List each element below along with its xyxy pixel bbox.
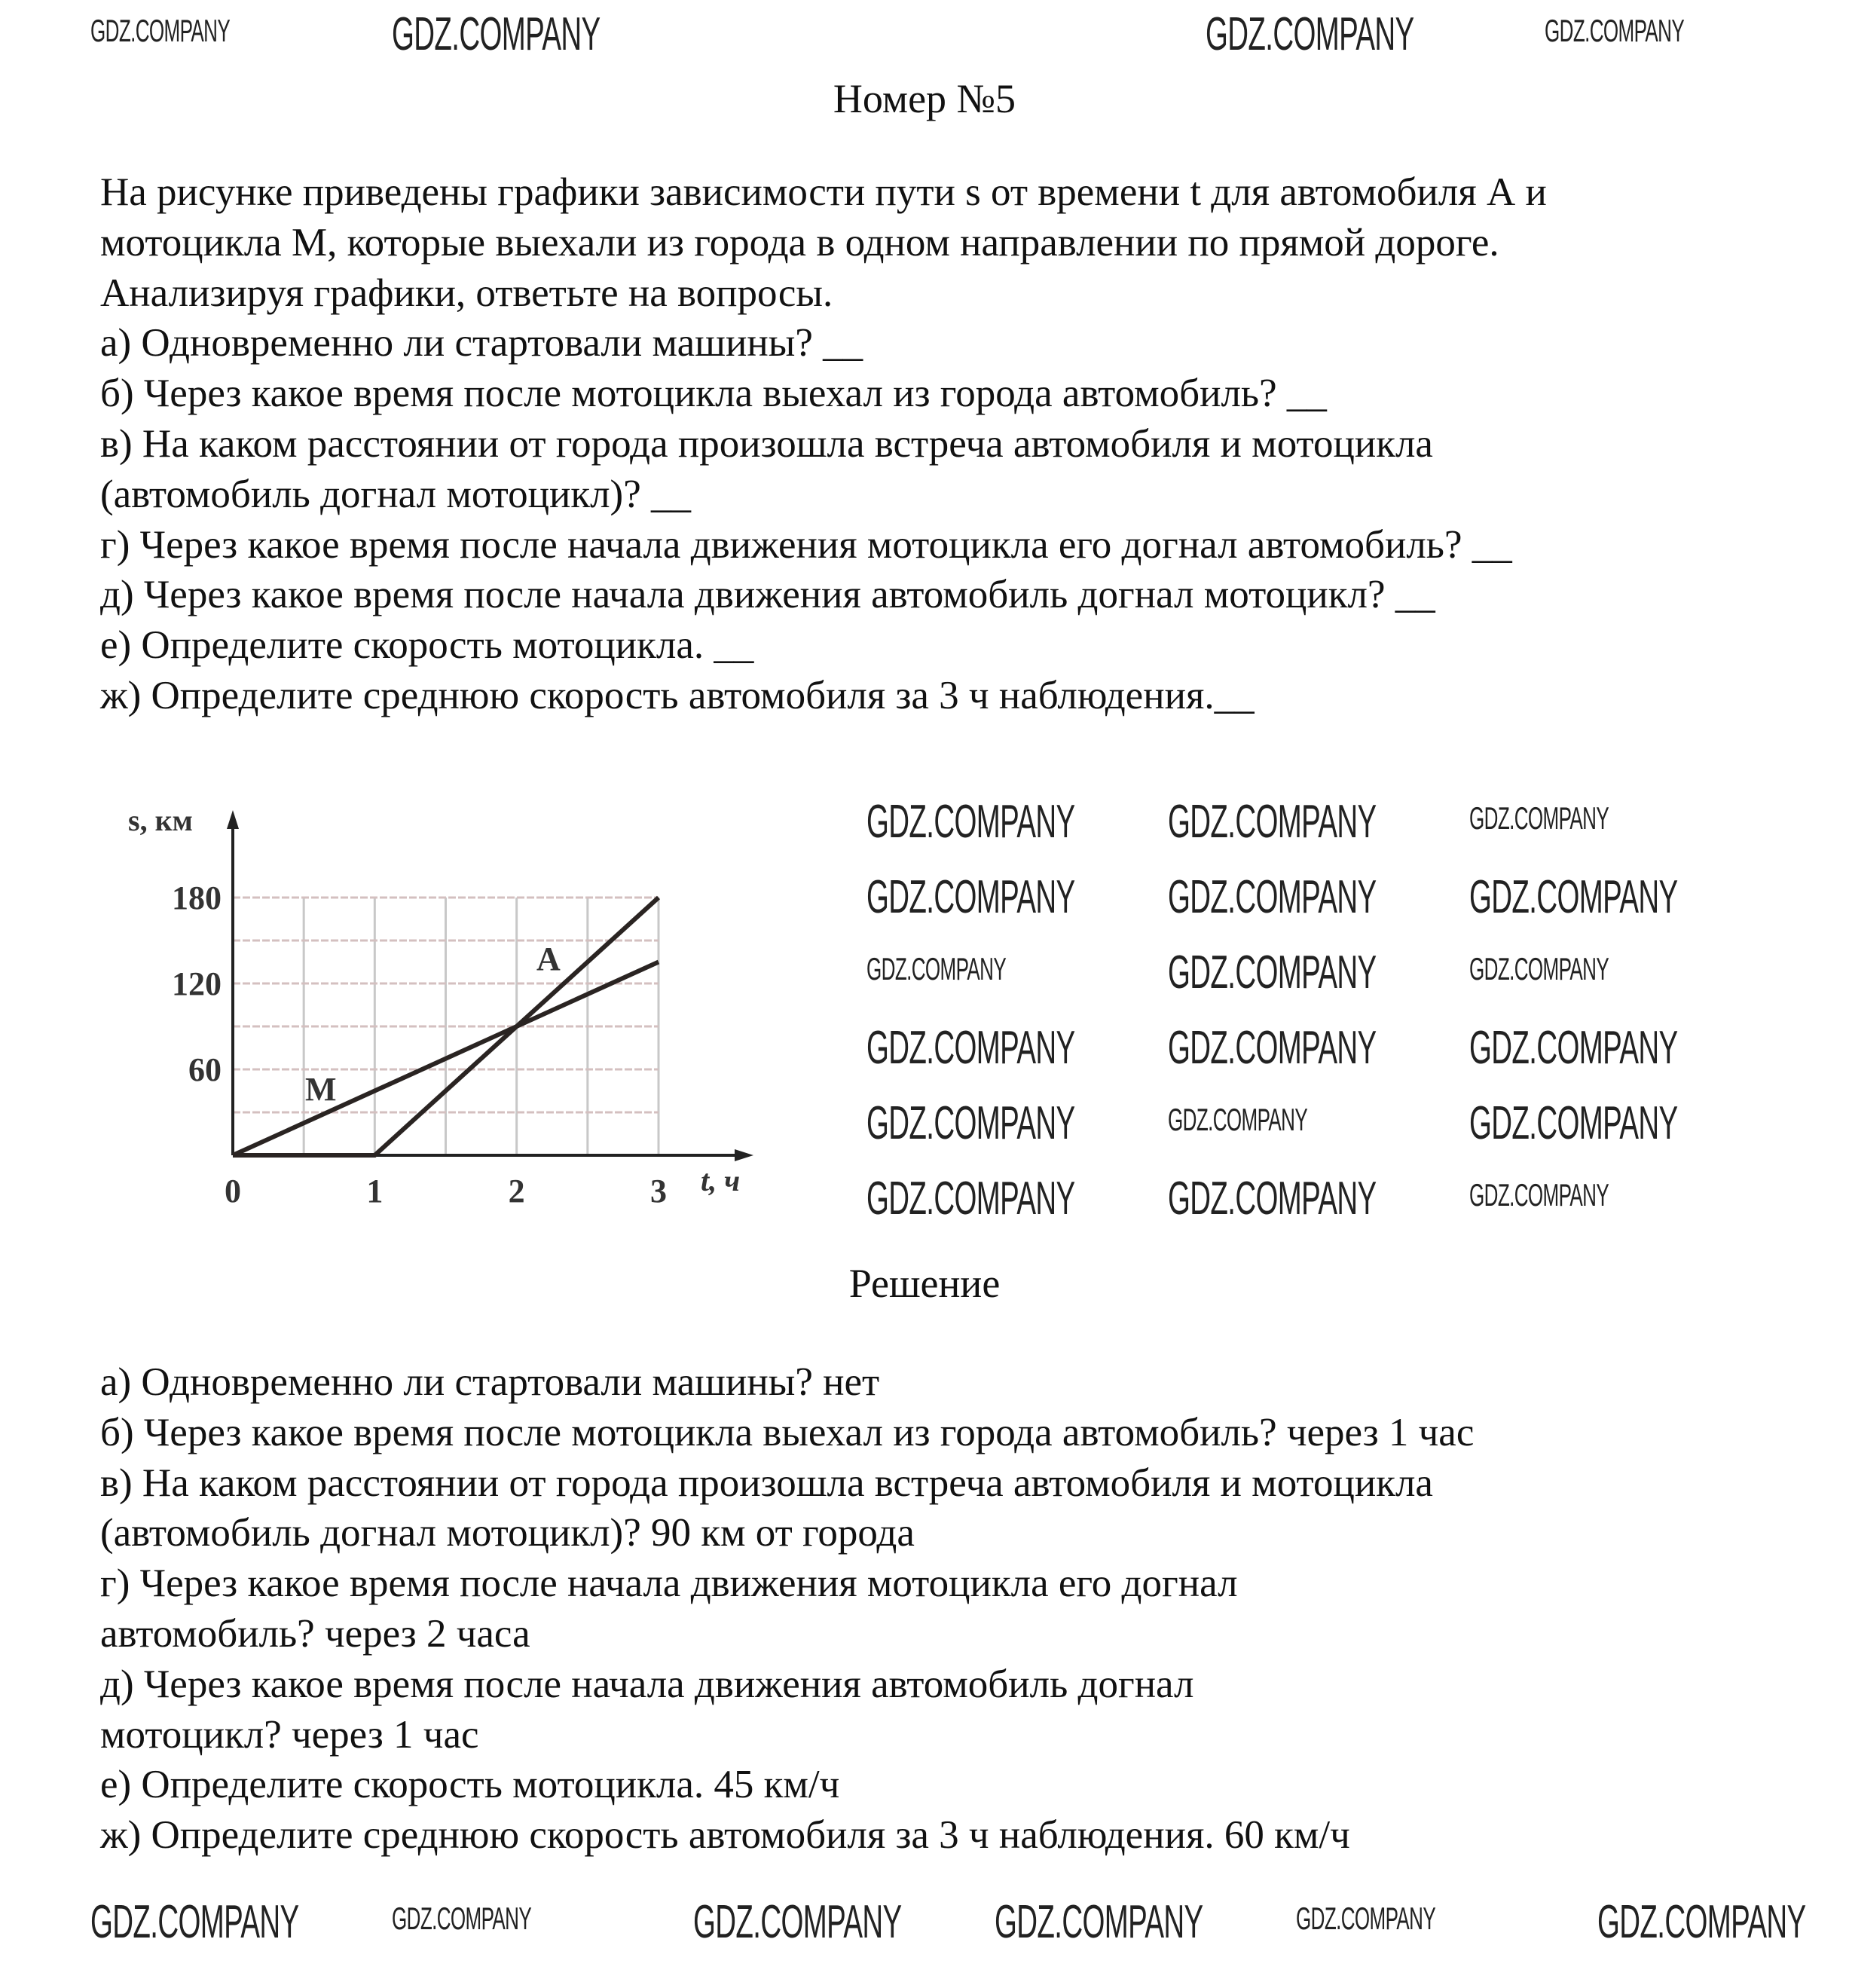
watermark: GDZ.COMPANY <box>1545 13 1685 48</box>
watermark: GDZ.COMPANY <box>1296 1901 1436 1936</box>
intro-line: На рисунке приведены графики зависимости пути s от времени t для автомобиля А и <box>100 170 1547 214</box>
intro-line: Анализируя графики, ответьте на вопросы. <box>100 271 833 315</box>
watermark: GDZ.COMPANY <box>1469 871 1678 923</box>
answer-line: (автомобиль догнал мотоцикл)? 90 км от города <box>100 1511 915 1555</box>
series-label-m: М <box>305 1071 337 1108</box>
solution-text <box>100 1357 1773 1861</box>
series-label-a: А <box>536 940 561 977</box>
watermark: GDZ.COMPANY <box>392 1901 532 1936</box>
answer-line: а) Одновременно ли стартовали машины? нет <box>100 1360 880 1404</box>
question-v: в) На каком расстоянии от города произошла встреча автомобиля и мотоцикла <box>100 421 1433 466</box>
watermark: GDZ.COMPANY <box>1168 796 1377 848</box>
watermark: GDZ.COMPANY <box>1469 1022 1678 1074</box>
watermark: GDZ.COMPANY <box>1469 1177 1609 1213</box>
watermark: GDZ.COMPANY <box>1168 947 1377 999</box>
watermark: GDZ.COMPANY <box>1206 8 1414 60</box>
answer-line: д) Через какое время после начала движения автомобиль догнал <box>100 1662 1194 1706</box>
answer-line: б) Через какое время после мотоцикла выехал из города автомобиль? через 1 час <box>100 1410 1475 1454</box>
answer-line: автомобиль? через 2 часа <box>100 1611 530 1656</box>
x-tick-label: 1 <box>366 1173 384 1210</box>
watermark: GDZ.COMPANY <box>1168 1173 1377 1225</box>
distance-time-chart <box>0 784 829 1236</box>
watermark: GDZ.COMPANY <box>693 1896 902 1948</box>
watermark: GDZ.COMPANY <box>1469 1097 1678 1149</box>
intro-line: мотоцикла М, которые выехали из города в одном направлении по прямой дороге. <box>100 220 1499 265</box>
answer-line: г) Через какое время после начала движения мотоцикла его догнал <box>100 1561 1238 1606</box>
y-tick-label: 60 <box>188 1051 222 1088</box>
question-g: г) Через какое время после начала движения мотоцикла его догнал автомобиль? __ <box>100 522 1512 567</box>
watermark: GDZ.COMPANY <box>866 951 1007 986</box>
x-tick-label: 3 <box>650 1173 667 1210</box>
watermark: GDZ.COMPANY <box>1597 1896 1806 1948</box>
watermark: GDZ.COMPANY <box>995 1896 1203 1948</box>
chart-ticks <box>172 879 667 1210</box>
y-axis-label: s, км <box>128 803 193 837</box>
answer-line: в) На каком расстоянии от города произошла встреча автомобиля и мотоцикла <box>100 1460 1433 1505</box>
y-tick-label: 180 <box>172 879 222 916</box>
answer-line: ж) Определите среднюю скорость автомобиля за 3 ч наблюдения. 60 км/ч <box>100 1813 1350 1858</box>
watermark: GDZ.COMPANY <box>866 871 1075 923</box>
question-a: а) Одновременно ли стартовали машины? __ <box>100 321 863 365</box>
problem-text <box>100 167 1773 721</box>
watermark: GDZ.COMPANY <box>866 1097 1075 1149</box>
watermark: GDZ.COMPANY <box>1168 871 1377 923</box>
watermark: GDZ.COMPANY <box>90 13 231 48</box>
solution-heading: Решение <box>848 1261 1001 1306</box>
watermark: GDZ.COMPANY <box>866 1173 1075 1225</box>
x-axis-arrow <box>735 1149 753 1161</box>
watermark: GDZ.COMPANY <box>866 1022 1075 1074</box>
watermark: GDZ.COMPANY <box>1168 1102 1308 1137</box>
watermark: GDZ.COMPANY <box>392 8 601 60</box>
watermark: GDZ.COMPANY <box>1168 1022 1377 1074</box>
chart-grid <box>233 898 659 1155</box>
answer-line: е) Определите скорость мотоцикла. 45 км/ч <box>100 1763 840 1807</box>
watermark: GDZ.COMPANY <box>1469 800 1609 836</box>
question-v-cont: (автомобиль догнал мотоцикл)? __ <box>100 472 691 516</box>
y-tick-label: 120 <box>172 965 222 1002</box>
question-d: д) Через какое время после начала движения автомобиль догнал мотоцикл? __ <box>100 573 1435 617</box>
answer-line: мотоцикл? через 1 час <box>100 1712 479 1757</box>
question-zh: ж) Определите среднюю скорость автомобиля за 3 ч наблюдения.__ <box>100 673 1255 717</box>
x-tick-label: 2 <box>508 1173 525 1210</box>
watermark: GDZ.COMPANY <box>90 1896 299 1948</box>
question-b: б) Через какое время после мотоцикла выехал из города автомобиль? __ <box>100 372 1327 416</box>
page-title: Номер №5 <box>833 76 1016 121</box>
x-tick-label: 0 <box>225 1173 241 1210</box>
question-e: е) Определите скорость мотоцикла. __ <box>100 623 754 668</box>
y-axis-arrow <box>227 810 239 829</box>
x-axis-label: t, ч <box>701 1164 741 1197</box>
watermark: GDZ.COMPANY <box>1469 951 1609 986</box>
watermark: GDZ.COMPANY <box>866 796 1075 848</box>
